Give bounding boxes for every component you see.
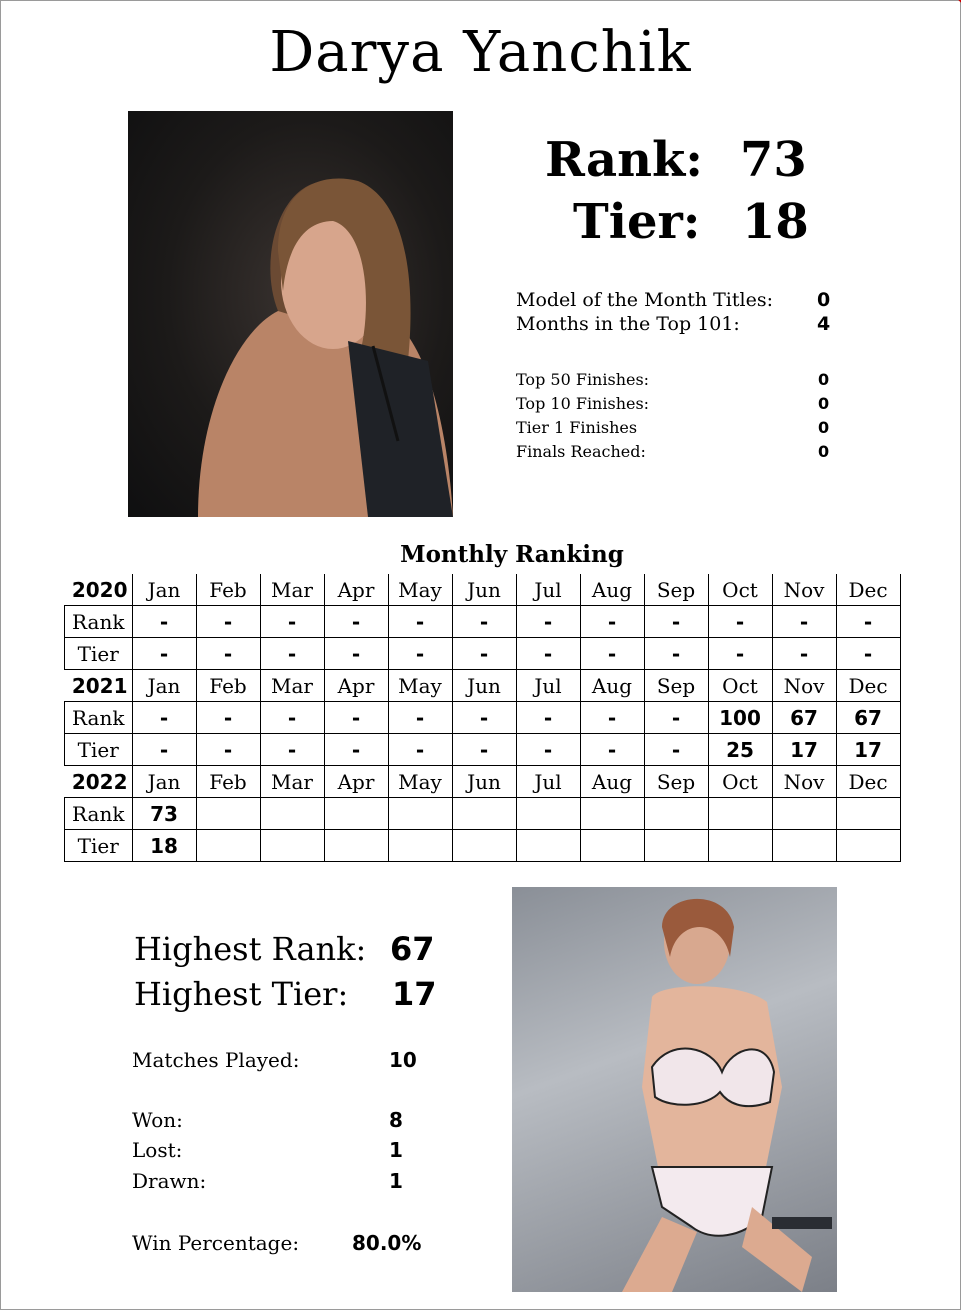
tier-row: [65, 638, 901, 670]
month-header: Dec: [836, 766, 900, 798]
rank-cell: -: [260, 702, 324, 734]
rank-cell: [260, 798, 324, 830]
tier-cell: -: [516, 734, 580, 766]
month-header: Jan: [132, 574, 196, 606]
tier-cell: [324, 830, 388, 862]
month-header: Dec: [836, 670, 900, 702]
month-header: Jan: [132, 766, 196, 798]
tier-row: [65, 830, 901, 862]
tier-cell: -: [452, 734, 516, 766]
tier-cell: -: [580, 638, 644, 670]
month-header: Jul: [516, 766, 580, 798]
rank-cell: -: [644, 702, 708, 734]
rank-cell: -: [516, 702, 580, 734]
month-header: Oct: [708, 670, 772, 702]
tier-cell: -: [196, 734, 260, 766]
finals-label: Finals Reached:: [516, 442, 646, 461]
rank-row-label: Rank: [65, 606, 133, 638]
month-header: Apr: [324, 574, 388, 606]
win-percentage-label: Win Percentage:: [132, 1231, 300, 1255]
matches-label: Matches Played:: [132, 1048, 300, 1072]
tier-cell: 17: [836, 734, 900, 766]
rank-cell: [644, 798, 708, 830]
tier-cell: [772, 830, 836, 862]
rank-row: [65, 606, 901, 638]
month-header: Nov: [772, 766, 836, 798]
rank-cell: -: [580, 606, 644, 638]
drawn-value: 1: [389, 1169, 403, 1193]
rank-cell: -: [324, 702, 388, 734]
month-header: Aug: [580, 574, 644, 606]
tier-cell: -: [708, 638, 772, 670]
rank-row-label: Rank: [65, 702, 133, 734]
win-percentage-value: 80.0%: [352, 1231, 422, 1255]
rank-cell: [708, 798, 772, 830]
top50-label: Top 50 Finishes:: [516, 370, 650, 389]
month-header: Jul: [516, 574, 580, 606]
tier-cell: 25: [708, 734, 772, 766]
tier-cell: -: [324, 638, 388, 670]
tier-cell: -: [260, 734, 324, 766]
rank-cell: -: [196, 606, 260, 638]
corner-marker: [947, 0, 961, 14]
tier-cell: -: [772, 638, 836, 670]
fullbody-photo: [512, 887, 837, 1292]
motm-titles-label: Model of the Month Titles:: [516, 289, 773, 311]
month-header: May: [388, 766, 452, 798]
rank-cell: 73: [132, 798, 196, 830]
rank-label: Rank:: [545, 132, 703, 188]
tier1-value: 0: [818, 418, 830, 437]
tier-cell: -: [388, 734, 452, 766]
tier-cell: -: [260, 638, 324, 670]
month-header: Oct: [708, 766, 772, 798]
rank-cell: -: [580, 702, 644, 734]
top10-label: Top 10 Finishes:: [516, 394, 650, 413]
rank-cell: -: [260, 606, 324, 638]
rank-cell: -: [772, 606, 836, 638]
month-header: May: [388, 670, 452, 702]
month-header: Jun: [452, 574, 516, 606]
month-header: Dec: [836, 574, 900, 606]
month-header: May: [388, 574, 452, 606]
month-header: Apr: [324, 766, 388, 798]
month-header: Feb: [196, 766, 260, 798]
tier-cell: -: [388, 638, 452, 670]
tier-cell: [260, 830, 324, 862]
rank-cell: [836, 798, 900, 830]
matches-value: 10: [389, 1048, 417, 1072]
finals-value: 0: [818, 442, 830, 461]
month-header: Feb: [196, 670, 260, 702]
model-name: Darya Yanchik: [269, 20, 692, 85]
year-header-row: [65, 670, 901, 702]
rank-cell: [324, 798, 388, 830]
month-header: Jun: [452, 670, 516, 702]
rank-cell: -: [196, 702, 260, 734]
rank-cell: -: [132, 702, 196, 734]
rank-cell: -: [324, 606, 388, 638]
year-label: 2020: [71, 577, 128, 602]
lost-value: 1: [389, 1138, 403, 1162]
rank-cell: [516, 798, 580, 830]
tier-cell: 17: [772, 734, 836, 766]
tier-row-label: Tier: [65, 830, 133, 862]
tier-cell: -: [580, 734, 644, 766]
rank-cell: -: [452, 606, 516, 638]
rank-cell: 100: [708, 702, 772, 734]
highest-tier-label: Highest Tier:: [134, 975, 349, 1013]
tier-value: 18: [742, 194, 809, 250]
lost-label: Lost:: [132, 1138, 183, 1162]
month-header: Mar: [260, 574, 324, 606]
month-header: Nov: [772, 670, 836, 702]
rank-cell: -: [388, 606, 452, 638]
portrait-photo: [128, 111, 453, 517]
year-header-row: [65, 766, 901, 798]
top101-months-label: Months in the Top 101:: [516, 313, 740, 335]
rank-row: [65, 702, 901, 734]
rank-cell: [388, 798, 452, 830]
rank-cell: [772, 798, 836, 830]
month-header: Jul: [516, 670, 580, 702]
rank-cell: [580, 798, 644, 830]
month-header: Feb: [196, 574, 260, 606]
tier-row: [65, 734, 901, 766]
year-label: 2022: [71, 769, 128, 794]
tier-cell: [452, 830, 516, 862]
rank-value: 73: [740, 132, 807, 188]
tier-row-label: Tier: [65, 734, 133, 766]
month-header: Sep: [644, 670, 708, 702]
rank-row: [65, 798, 901, 830]
month-header: Aug: [580, 766, 644, 798]
tier-cell: [644, 830, 708, 862]
top101-months-value: 4: [817, 313, 831, 335]
tier-cell: -: [516, 638, 580, 670]
rank-cell: -: [708, 606, 772, 638]
tier-cell: -: [836, 638, 900, 670]
tier-cell: [580, 830, 644, 862]
tier-cell: -: [644, 638, 708, 670]
highest-rank-value: 67: [390, 930, 435, 968]
portrait-illustration: [128, 111, 453, 517]
won-label: Won:: [132, 1108, 183, 1132]
tier-cell: [388, 830, 452, 862]
rank-cell: -: [836, 606, 900, 638]
month-header: Jan: [132, 670, 196, 702]
month-header: Mar: [260, 670, 324, 702]
tier-cell: -: [644, 734, 708, 766]
rank-cell: -: [516, 606, 580, 638]
tier-cell: 18: [132, 830, 196, 862]
rank-cell: 67: [772, 702, 836, 734]
month-header: Oct: [708, 574, 772, 606]
tier-cell: [836, 830, 900, 862]
drawn-label: Drawn:: [132, 1169, 207, 1193]
tier-label: Tier:: [573, 194, 701, 250]
won-value: 8: [389, 1108, 403, 1132]
fullbody-illustration: [512, 887, 837, 1292]
tier-cell: [708, 830, 772, 862]
motm-titles-value: 0: [817, 289, 831, 311]
rank-cell: -: [388, 702, 452, 734]
rank-cell: [196, 798, 260, 830]
rank-cell: [452, 798, 516, 830]
tier-cell: [516, 830, 580, 862]
tier-cell: -: [132, 734, 196, 766]
rank-cell: 67: [836, 702, 900, 734]
month-header: Mar: [260, 766, 324, 798]
tier-cell: -: [324, 734, 388, 766]
rank-cell: -: [132, 606, 196, 638]
top10-value: 0: [818, 394, 830, 413]
highest-rank-label: Highest Rank:: [134, 930, 367, 968]
rank-cell: -: [452, 702, 516, 734]
tier-cell: -: [132, 638, 196, 670]
month-header: Aug: [580, 670, 644, 702]
month-header: Apr: [324, 670, 388, 702]
monthly-ranking-table: [64, 574, 901, 862]
monthly-ranking-title: Monthly Ranking: [400, 541, 624, 568]
tier-cell: [196, 830, 260, 862]
rank-row-label: Rank: [65, 798, 133, 830]
highest-tier-value: 17: [392, 975, 437, 1013]
tier-cell: -: [452, 638, 516, 670]
year-header-row: [65, 574, 901, 606]
month-header: Jun: [452, 766, 516, 798]
rank-cell: -: [644, 606, 708, 638]
year-label: 2021: [71, 673, 128, 698]
tier1-label: Tier 1 Finishes: [516, 418, 638, 437]
month-header: Nov: [772, 574, 836, 606]
top50-value: 0: [818, 370, 830, 389]
month-header: Sep: [644, 766, 708, 798]
tier-row-label: Tier: [65, 638, 133, 670]
month-header: Sep: [644, 574, 708, 606]
tier-cell: -: [196, 638, 260, 670]
